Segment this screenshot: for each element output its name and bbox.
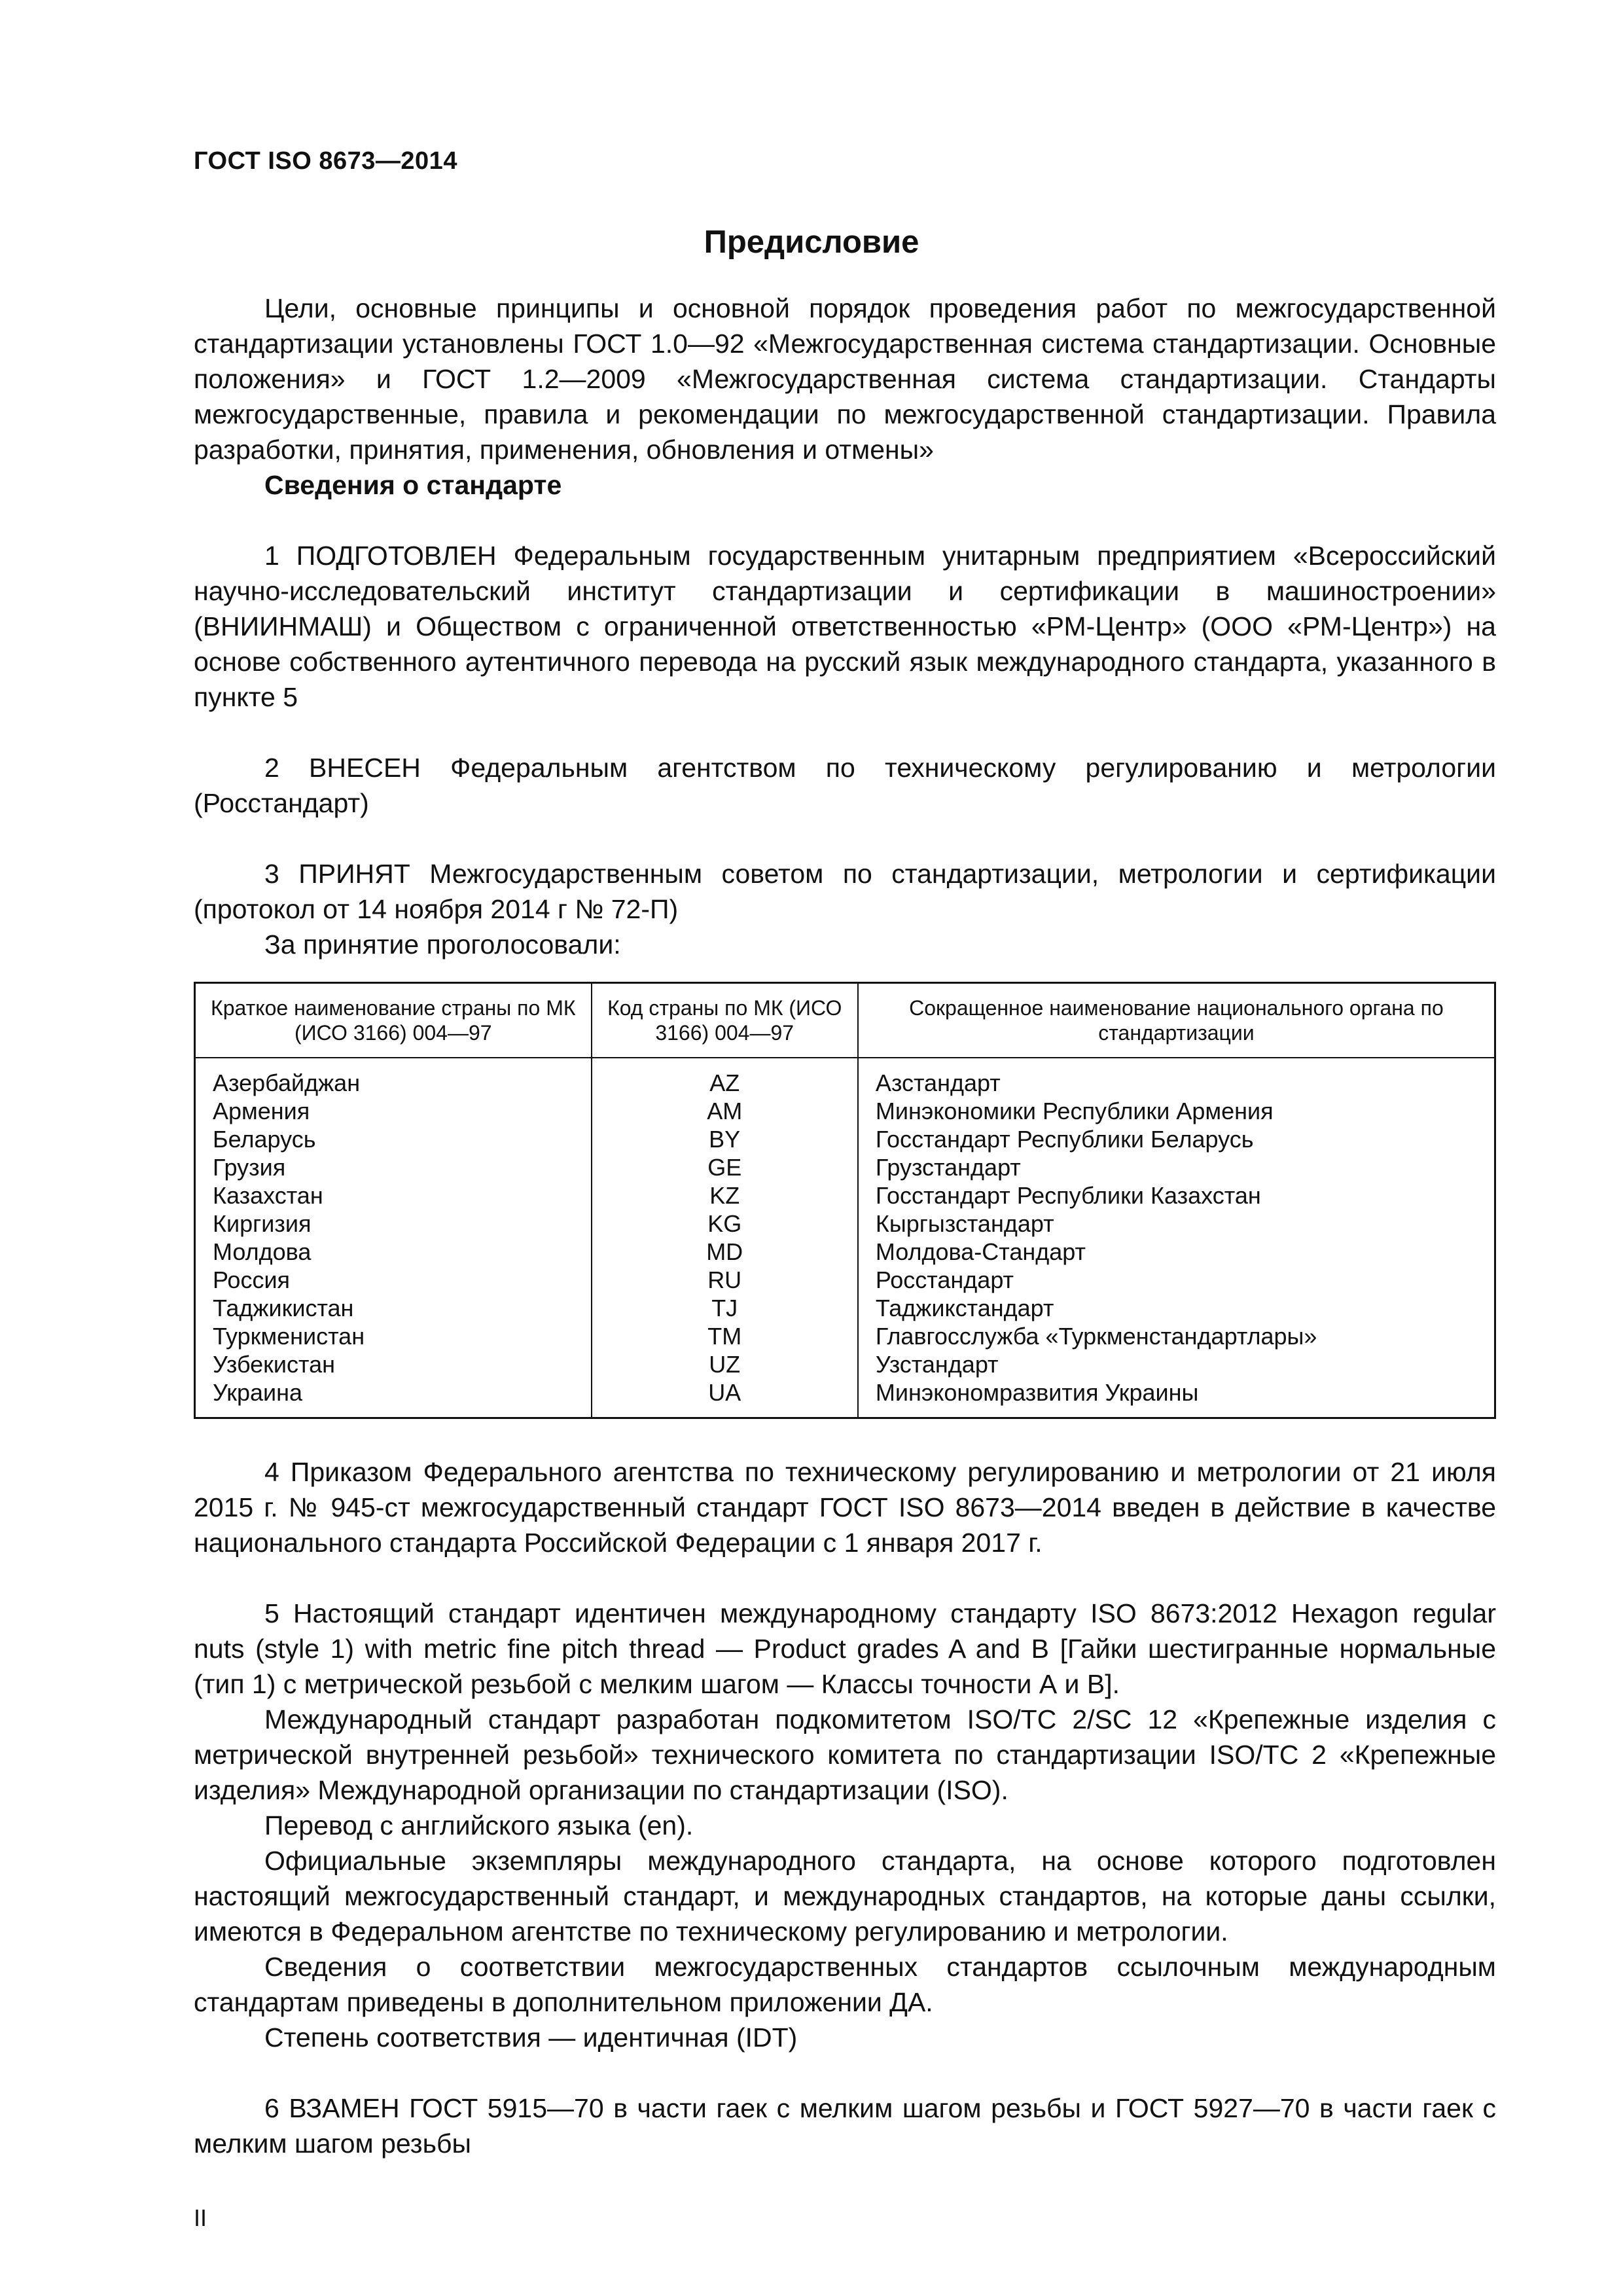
code-cell: BY — [592, 1125, 858, 1153]
code-cell: MD — [592, 1238, 858, 1266]
authority-cell: Грузстандарт — [858, 1153, 1495, 1181]
table-row — [195, 1266, 1495, 1294]
code-cell: KG — [592, 1210, 858, 1238]
item-identical: 5 Настоящий стандарт идентичен международному стандарту ISO 8673:2012 Hexagon regular nuts (style 1) with metric fine pitch thread — Product grades A and B [Гайки шестигранные нормальные (тип 1) с метрической резьбой с мелким шагом — Классы точности А и В]. — [194, 1598, 1496, 1699]
voted-label: За принятие проголосовали: — [264, 929, 621, 960]
authority-cell: Молдова-Стандарт — [858, 1238, 1495, 1266]
code-cell: AZ — [592, 1058, 858, 1097]
table-row — [195, 1153, 1495, 1181]
code-cell: TM — [592, 1322, 858, 1350]
item-replaces: 6 ВЗАМЕН ГОСТ 5915—70 в части гаек с мелким шагом резьбы и ГОСТ 5927—70 в части гаек с мелким шагом резьбы — [194, 2093, 1496, 2159]
code-cell: TJ — [592, 1294, 858, 1322]
table-row — [195, 1350, 1495, 1378]
item-adopted: 3 ПРИНЯТ Межгосударственным советом по стандартизации, метрологии и сертификации (протокол от 14 ноября 2014 г № 72-П) — [194, 859, 1496, 924]
authority-cell: Кыргызстандарт — [858, 1210, 1495, 1238]
item-official-copies: Официальные экземпляры международного стандарта, на основе которого подготовлен настоящий межгосударственный стандарт, и международных стандартов, на которые даны ссылки, имеются в Федеральном агентстве по техническому регулированию и метрологии. — [194, 1846, 1496, 1946]
column-header-country: Краткое наименование страны по МК (ИСО 3166) 004—97 — [195, 983, 592, 1058]
authority-cell: Росстандарт — [858, 1266, 1495, 1294]
table-row — [195, 1210, 1495, 1238]
country-cell: Россия — [195, 1266, 592, 1294]
item-translation: Перевод с английского языка (en). — [264, 1810, 694, 1840]
document-id: ГОСТ ISO 8673—2014 — [194, 147, 457, 175]
authority-cell: Госстандарт Республики Казахстан — [858, 1181, 1495, 1210]
table-header-row — [195, 983, 1495, 1058]
item-prepared: 1 ПОДГОТОВЛЕН Федеральным государственным унитарным предприятием «Всероссийский научно-исследовательский институт стандартизации и сертификации в машиностроении» (ВНИИНМАШ) и Обществом с ограниченной ответственностью «РМ-Центр» (ООО «РМ-Центр») на основе собственного аутентичного перевода на русский язык международного стандарта, указанного в пункте 5 — [194, 541, 1496, 712]
foreword-content — [194, 291, 1496, 2161]
item-degree: Степень соответствия — идентичная (IDT) — [264, 2022, 798, 2053]
authority-cell: Узстандарт — [858, 1350, 1495, 1378]
code-cell: AM — [592, 1097, 858, 1125]
country-cell: Казахстан — [195, 1181, 592, 1210]
column-header-authority: Сокращенное наименование национального органа по стандартизации — [858, 983, 1495, 1058]
country-cell: Грузия — [195, 1153, 592, 1181]
table-row — [195, 1097, 1495, 1125]
authority-cell: Азстандарт — [858, 1058, 1495, 1097]
code-cell: RU — [592, 1266, 858, 1294]
voting-table — [194, 982, 1496, 1419]
table-row — [195, 1058, 1495, 1097]
code-cell: KZ — [592, 1181, 858, 1210]
item-introduced: 2 ВНЕСЕН Федеральным агентством по техническому регулированию и метрологии (Росстандарт) — [194, 753, 1496, 818]
table-row — [195, 1294, 1495, 1322]
code-cell: GE — [592, 1153, 858, 1181]
page-number: II — [194, 2204, 207, 2231]
table-row — [195, 1322, 1495, 1350]
authority-cell: Таджикстандарт — [858, 1294, 1495, 1322]
page-title: Предисловие — [704, 224, 919, 260]
authority-cell: Минэкономики Республики Армения — [858, 1097, 1495, 1125]
country-cell: Молдова — [195, 1238, 592, 1266]
code-cell: UZ — [592, 1350, 858, 1378]
item-order: 4 Приказом Федерального агентства по техническому регулированию и метрологии от 21 июля 2015 г. № 945-ст межгосударственный стандарт ГОСТ ISO 8673—2014 введен в действие в качестве национального стандарта Российской Федерации с 1 января 2017 г. — [194, 1457, 1496, 1558]
authority-cell: Главгосслужба «Туркменстандартлары» — [858, 1322, 1495, 1350]
country-cell: Азербайджан — [195, 1058, 592, 1097]
item-conformity-info: Сведения о соответствии межгосударственных стандартов ссылочным международным стандартам приведены в дополнительном приложении ДА. — [194, 1952, 1496, 2017]
table-row — [195, 1125, 1495, 1153]
country-cell: Узбекистан — [195, 1350, 592, 1378]
country-cell: Туркменистан — [195, 1322, 592, 1350]
table-row — [195, 1378, 1495, 1418]
country-cell: Армения — [195, 1097, 592, 1125]
table-row — [195, 1181, 1495, 1210]
column-header-code: Код страны по МК (ИСО 3166) 004—97 — [592, 983, 858, 1058]
table-row — [195, 1238, 1495, 1266]
country-cell: Украина — [195, 1378, 592, 1418]
code-cell: UA — [592, 1378, 858, 1418]
country-cell: Беларусь — [195, 1125, 592, 1153]
authority-cell: Госстандарт Республики Беларусь — [858, 1125, 1495, 1153]
country-cell: Таджикистан — [195, 1294, 592, 1322]
item-developed: Международный стандарт разработан подкомитетом ISO/TC 2/SC 12 «Крепежные изделия с метрической внутренней резьбой» технического комитета по стандартизации ISO/TC 2 «Крепежные изделия» Международной организации по стандартизации (ISO). — [194, 1704, 1496, 1805]
about-heading: Сведения о стандарте — [264, 470, 562, 500]
authority-cell: Минэкономразвития Украины — [858, 1378, 1495, 1418]
intro-paragraph: Цели, основные принципы и основной порядок проведения работ по межгосударственной стандартизации установлены ГОСТ 1.0—92 «Межгосударственная система стандартизации. Основные положения» и ГОСТ 1.2—2009 «Межгосударственная система стандартизации. Стандарты межгосударственные, правила и рекомендации по межгосударственной стандартизации. Правила разработки, принятия, применения, обновления и отмены» — [194, 293, 1496, 465]
country-cell: Киргизия — [195, 1210, 592, 1238]
